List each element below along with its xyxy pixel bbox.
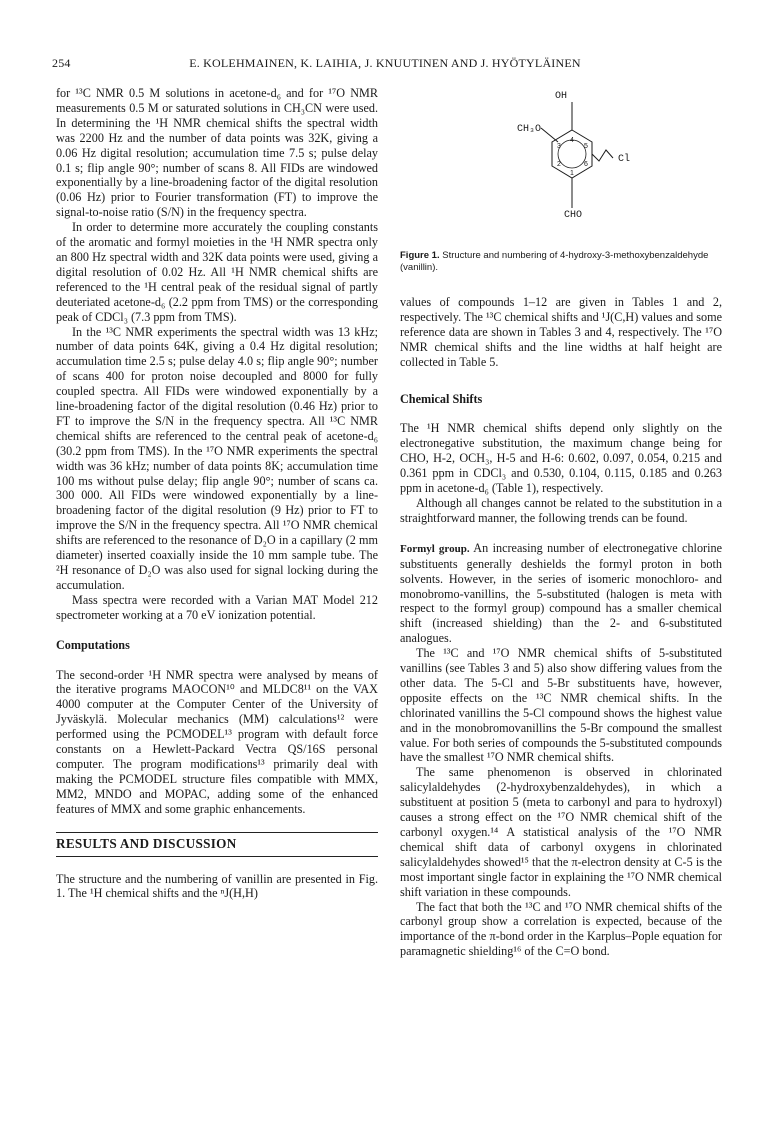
section-heading-computations: Computations [56, 637, 130, 652]
run-in-heading-formyl: Formyl group. [400, 542, 470, 555]
paragraph: The fact that both the ¹³C and ¹⁷O NMR chemical shifts of the carbonyl group show a correlation is expected, because of the importance of the π-bond order in the Karplus–Pople equation for paramagnetic shielding¹⁶ of the C=O bond. [400, 899, 722, 959]
ring-number-4: 4 [570, 137, 574, 144]
figure-caption-label: Figure 1. [400, 250, 440, 261]
figure-caption-text: Structure and numbering of 4-hydroxy-3-methoxybenzaldehyde (vanillin). [400, 250, 709, 273]
oh-label: OH [554, 91, 568, 102]
paragraph: Mass spectra were recorded with a Varian MAT Model 212 spectrometer working at a 70 eV ionization potential. [56, 592, 378, 622]
ring-number-6: 6 [584, 161, 588, 168]
paragraph: In the ¹³C NMR experiments the spectral width was 13 kHz; number of data points 64K, giving a 0.4 Hz digital resolution; accumulation time 2.5 s; pulse delay 4.0 s; flip angle 90°; number of scans 400 for proton noise decoupled and 8000 for fully coupled spectra. All FIDs were windowed exponentially by a line-broadening factor of the digital resolution (0.46 Hz) prior to FT to improve the S/N in the frequency spectra. All ¹³C NMR chemical shifts are referenced to the central peak of acetone-d₆ (30.2 ppm from TMS). In the ¹⁷O NMR experiments the spectral width was 36 kHz; number of data points 8K; accumulation time 100 ms without pulse delay; flip angle 90°; number of scans ca. 300 000. All FIDs were windowed exponentially by a line-broadening factor of the digital resolution (9 Hz) prior to FT to improve the S/N in the frequency spectra. All ¹⁷O NMR chemical shifts are referenced to the resonance of D₂O in a capillary (2 mm diameter) inserted coaxially inside the 10 mm sample tube. The ²H resonance of D₂O was also used for signal locking during the accumulation. [56, 324, 378, 592]
paragraph: In order to determine more accurately the coupling constants of the aromatic and formyl moieties in the ¹H NMR spectra only an 800 Hz spectral width and 32K data points were used, giving a digital resolution of 0.02 Hz. All ¹H NMR chemical shifts are referenced to the ¹H central peak of the residual signal of partly deuteriated acetone-d₆ (2.2 ppm from TMS) or the corresponding peak of CDCl₃ (7.3 ppm from TMS). [56, 220, 378, 324]
section-heading-chemical-shifts: Chemical Shifts [400, 391, 483, 406]
paragraph-formyl [400, 541, 722, 646]
ring-number-2: 2 [557, 161, 561, 168]
section-rule-top [56, 832, 378, 833]
paragraph: Although all changes cannot be related to the substitution in a straightforward manner, the following trends can be found. [400, 495, 722, 525]
paragraph: The ¹³C and ¹⁷O NMR chemical shifts of 5-substituted vanillins (see Tables 3 and 5) also show differing values from the other data. The 5-Cl and 5-Br substituents have, however, opposite effects on the ¹³C NMR chemical shifts. In the chlorinated vanillins the 5-Cl compound shows the highest value and in the monobromovanillins the 5-Br compound the smallest value. For both series of compounds the 5-substituted compounds have the smallest ¹⁷O NMR chemical shifts. [400, 646, 722, 765]
paragraph: The same phenomenon is observed in chlorinated salicylaldehydes (2-hydroxybenzaldehydes), in which a substituent at position 5 (meta to carbonyl and para to hydroxyl) causes a strong effect on the ¹⁷O NMR chemical shift of the carbonyl oxygen.¹⁴ A statistical analysis of the ¹⁷O NMR chemical shift data of carbonyl oxygens in chlorinated salicylaldehydes showed¹⁵ that the π-electron density at C-5 is the most important single factor in explaining the ¹⁷O NMR chemical shift variation in these compounds. [400, 765, 722, 899]
paragraph: The second-order ¹H NMR spectra were analysed by means of the iterative programs MAOCON¹⁰ and MLDC8¹¹ on the VAX 4000 computer at the Computer Center of the University of Jyväskylä. Molecular mechanics (MM) calculations¹² were performed using the PCMODEL¹³ program with default force constants on a Hewlett-Packard Vectra QS/16S personal computer. The program modifications¹³ primarily deal with making the PCMODEL structure files compatible with MMX, MM2, MNDO and MOPAC, adding some of the enhanced features of MMX and some graphic enhancements. [56, 667, 378, 816]
paragraph-text: An increasing number of electronegative chlorine substituents generally deshields the formyl proton in both solvents. However, in the series of isomeric monochloro- and monobromo-vanillins, the 5-substituted (halogen is meta with respect to the formyl group) compound has a smaller chemical shift (increased shielding) than the 2- and 6-substituted analogues. [400, 540, 722, 646]
section-heading-results: RESULTS AND DISCUSSION [56, 835, 237, 851]
paragraph: for ¹³C NMR 0.5 M solutions in acetone-d₆ and for ¹⁷O NMR measurements 0.5 M or saturated solutions in CH₃CN were used. In determining the ¹H NMR chemical shifts the spectral width was 2200 Hz and the number of data points was 32K, giving a 0.06 Hz digital resolution; accumulation time 7.5 s; pulse delay 0.1 s; flip angle 90°; number of scans 8. All FIDs are windowed exponentially by a line-broadening factor of the digital resolution (0.06 Hz) prior to Fourier transformation (FT) to improve the signal-to-noise ratio (S/N) in the frequency spectra. [56, 86, 378, 220]
ring-number-3: 3 [557, 143, 561, 150]
chlorine-label: Cl [618, 154, 631, 165]
methoxy-label: CH₃O [517, 124, 542, 135]
running-header [52, 56, 718, 74]
paragraph: values of compounds 1–12 are given in Tables 1 and 2, respectively. The ¹³C chemical shifts and ¹J(C,H) values and some reference data are shown in Tables 3 and 4, respectively. The ¹⁷O NMR chemical shifts and the line widths at half height are collected in Table 5. [400, 295, 722, 369]
aromatic-circle [558, 140, 586, 168]
paragraph: The structure and the numbering of vanillin are presented in Fig. 1. The ¹H chemical shifts and the ⁿJ(H,H) [56, 871, 378, 901]
chlorine-bond [592, 150, 613, 161]
vanillin-structure-diagram [400, 86, 722, 246]
right-column [400, 86, 722, 959]
ring-number-5: 5 [584, 143, 588, 150]
vanillin-structure-figure [400, 86, 722, 246]
cho-label: CHO [564, 210, 583, 221]
left-column [56, 86, 378, 901]
paragraph: The ¹H NMR chemical shifts depend only slightly on the electronegative substitution, the maximum change being for CHO, H-2, OCH₃, H-5 and H-6: 0.602, 0.097, 0.054, 0.215 and 0.361 ppm in CDCl₃ and 0.530, 0.104, 0.115, 0.185 and 0.263 ppm in acetone-d₆ (Table 1), respectively. [400, 421, 722, 496]
figure-caption [400, 250, 722, 273]
ring-number-1: 1 [570, 170, 574, 177]
page-number: 254 [52, 56, 71, 70]
running-head-authors: E. KOLEHMAINEN, K. LAIHIA, J. KNUUTINEN AND J. HYÖTYLÄINEN [189, 56, 581, 70]
